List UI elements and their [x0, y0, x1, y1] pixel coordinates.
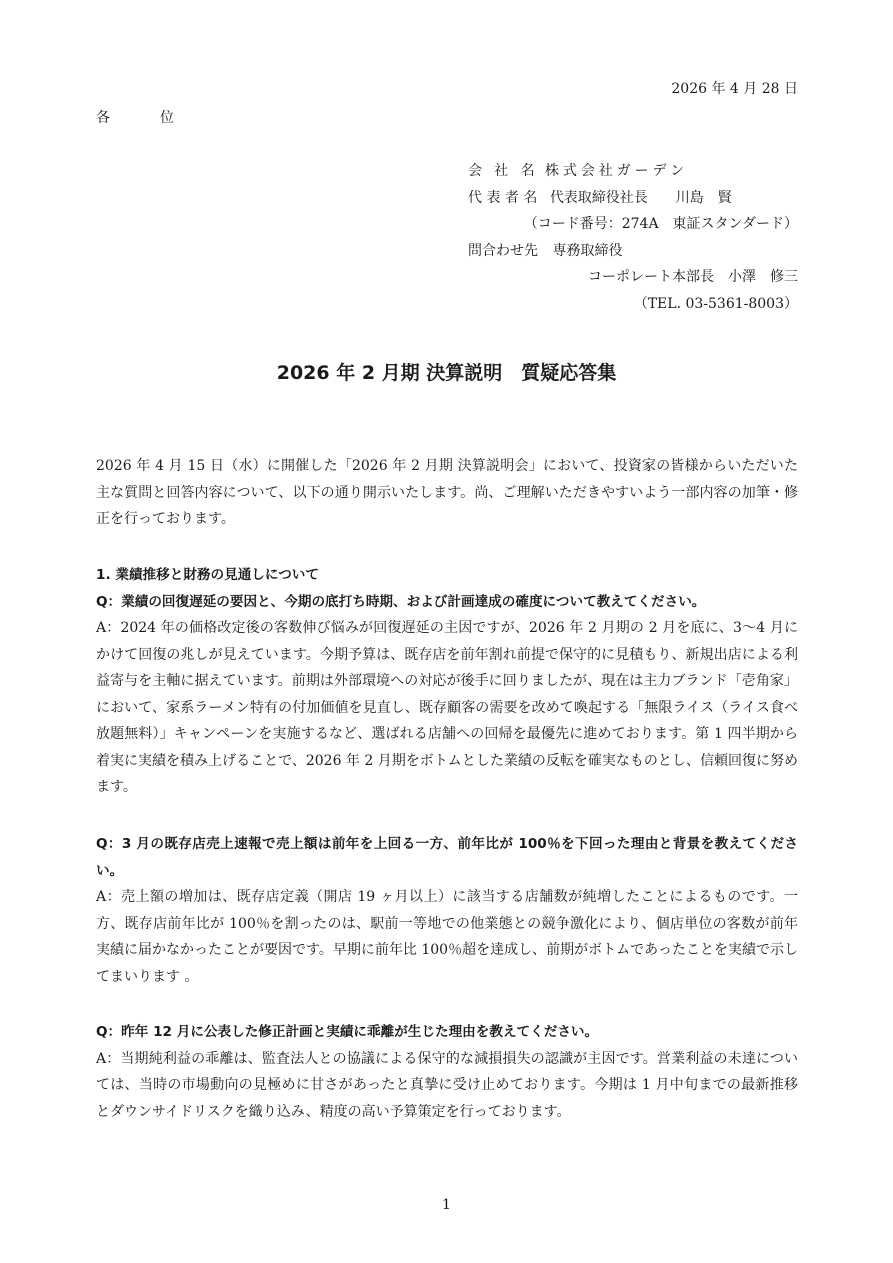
qa-section-2 [96, 831, 798, 990]
qa-section-1 [96, 562, 798, 801]
representative-label: 代 表 者 名 [468, 189, 538, 206]
stock-code: （コード番号：274A 東証スタンダード） [523, 216, 798, 232]
contact-person: コーポレート本部長 小澤 修三 [588, 269, 798, 285]
document-date: 2026 年 4 月 28 日 [671, 81, 798, 97]
answer-1: A：2024 年の価格改定後の客数伸び悩みが回復遅延の主因ですが、2026 年 2 月期の 2 月を底に、3〜4 月にかけて回復の兆しが見えています。今期予算は、既存店を前年割れ前提で保守的に見積もり、新規出店による利益寄与を主軸に据えています。前期は外部環境への対応が後手に回りましたが、現在は主力ブランド「壱角家」において、家系ラーメン特有の付加価値を見直し、既存顧客の需要を改めて喚起する「無限ライス（ライス食べ放題無料）」キャンペーンを実施するなど、選ばれる店舗への回帰を最優先に進めております。第 1 四半期から着実に実績を積み上げることで、2026 年 2 月期をボトムとした業績の反転を確実なものとし、信頼回復に努めます。 [96, 620, 798, 795]
company-name-label: 会 社 名 [468, 163, 539, 179]
intro-section [96, 453, 798, 533]
contact-tel: （TEL. 03-5361-8003） [633, 295, 798, 312]
qa-section-3 [96, 1019, 798, 1125]
question-2: Q：3 月の既存店売上速報で売上額は前年を上回る一方、前年比が 100％を下回った理由と背景を教えてください。 [96, 836, 798, 879]
page-number: 1 [442, 1197, 451, 1213]
company-info-block [468, 158, 798, 317]
question-1: Q：業績の回復遅延の要因と、今期の底打ち時期、および計画達成の確度について教えてください。 [96, 593, 706, 610]
contact-label: 問合わせ先 [468, 242, 538, 259]
section-heading: 1. 業績推移と財務の見通しについて [96, 567, 319, 583]
page-title: 2026 年 2 月期 決算説明 質疑応答集 [276, 362, 617, 384]
company-name-row [468, 158, 798, 185]
representative-row [468, 185, 798, 212]
company-name-value: 株式会社ガーデン [544, 163, 689, 179]
addressee: 各 位 [96, 110, 192, 126]
contact-title: 専務取締役 [552, 242, 623, 259]
question-3: Q：昨年 12 月に公表した修正計画と実績に乖離が生じた理由を教えてください。 [96, 1024, 599, 1040]
answer-3: A：当期純利益の乖離は、監査法人との協議による保守的な減損損失の認識が主因です。営業利益の未達については、当時の市場動向の見極めに甘さがあったと真摯に受け止めております。今期は 1 月中旬までの最新推移とダウンサイドリスクを織り込み、精度の高い予算策定を行っております。 [96, 1050, 798, 1120]
intro-paragraph: 2026 年 4 月 15 日（水）に開催した「2026 年 2 月期 決算説明会」において、投資家の皆様からいただいた主な質問と回答内容について、以下の通り開示いたします。尚、ご理解いただきやすいよう一部内容の加筆・修正を行っております。 [96, 458, 798, 527]
representative-value: 代表取締役社長 川島 賢 [549, 189, 732, 206]
answer-2: A：売上額の増加は、既存店定義（開店 19 ヶ月以上）に該当する店舗数が純増したことによるものです。一方、既存店前年比が 100％を割ったのは、駅前一等地での他業態との競争激化により、個店単位の客数が前年実績に届かなかったことが要因です。早期に前年比 100％超を達成し、前期がボトムであったことを実績で示してまいります 。 [96, 889, 798, 985]
contact-row [468, 238, 798, 265]
